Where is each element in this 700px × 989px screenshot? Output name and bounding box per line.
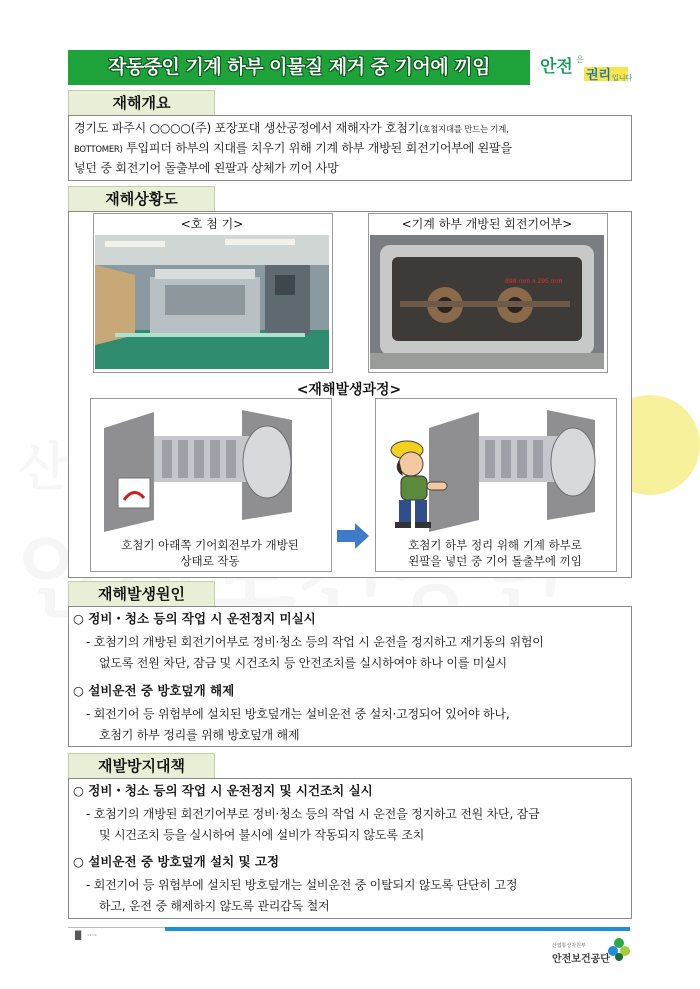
svg-text:권리: 권리 [586, 68, 612, 83]
prevention-1-title: ○ 정비・청소 등의 작업 시 운전정지 및 시건조치 실시 [73, 783, 373, 798]
cause-1-line2: 없도록 전원 차단, 잠금 및 시건조치 등 안전조치를 실시하여야 하나 이를 미실시 [99, 656, 507, 670]
step1-caption-line2: 상태로 작동 [180, 554, 240, 568]
photo-bottomer-label: <호 첨 기> [180, 217, 244, 231]
campaign-logo [538, 50, 632, 84]
cause-2-title: ○ 설비운전 중 방호덮개 해제 [73, 683, 235, 698]
step1-caption-line1: 호첨기 아래쪽 기어회전부가 개방된 [121, 538, 299, 552]
footer-org-logo [552, 936, 632, 968]
photo-gear-annotation: 898 mm x 295 mm [505, 278, 563, 285]
svg-text:입니다: 입니다 [612, 74, 632, 82]
org-name: 안전보건공단 [552, 954, 610, 965]
overview-line1: 경기도 파주시 ○○○○(주) 포장포대 생산공정에서 재해자가 호첨기(호첨지대를 만드는 기계, [74, 121, 509, 135]
step2-caption-line1: 호첨기 하부 정리 위해 기계 하부로 [408, 538, 582, 552]
section-heading-situation: 재해상황도 [68, 186, 215, 212]
prevention-2-line2: 하고, 운전 중 해제하지 않도록 관리감독 철저 [99, 899, 330, 913]
section-heading-causes: 재해발생원인 [68, 581, 215, 607]
step2-illustration [377, 400, 613, 536]
step1-illustration [92, 400, 328, 536]
cause-2-line2: 호첨기 하부 정리를 위해 방호덮개 해제 [99, 728, 300, 742]
photo-bottomer-image [95, 235, 329, 369]
page-marker: ▐▌ ···· [72, 931, 98, 940]
footer-divider-bar [165, 927, 630, 931]
photo-gear-image [370, 235, 604, 369]
step2-caption-line2: 왼팔을 넣던 중 기어 돌출부에 끼임 [408, 554, 582, 568]
section-heading-overview: 재해개요 [68, 90, 215, 116]
page-title: 작동중인 기계 하부 이물질 제거 중 기어에 끼임 [107, 56, 491, 78]
footer-divider-left [68, 927, 168, 928]
section-heading-prevention: 재발방지대책 [68, 753, 215, 779]
prevention-1-line1: - 호첨기의 개방된 회전기어부로 정비·청소 등의 작업 시 운전을 정지하고 전원 차단, 잠금 [86, 807, 540, 821]
prevention-2-title: ○ 설비운전 중 방호덮개 설치 및 고정 [73, 854, 280, 869]
cause-1-title: ○ 정비・청소 등의 작업 시 운전정지 미실시 [73, 611, 316, 626]
process-arrow-icon [337, 523, 369, 549]
cause-1-line1: - 호첨기의 개방된 회전기어부로 정비·청소 등의 작업 시 운전을 정지하고 재기동의 위험이 [86, 635, 544, 649]
cause-2-line1: - 회전기어 등 위험부에 설치된 방호덮개는 설비운전 중 설치·고정되어 있어야 하나, [86, 707, 510, 721]
prevention-1-line2: 및 시건조치 등을 실시하여 불시에 설비가 작동되지 않도록 조치 [99, 828, 425, 842]
prevention-2-line1: - 회전기어 등 위험부에 설치된 방호덮개는 설비운전 중 이탈되지 않도록 단단히 고정 [86, 878, 518, 892]
svg-text:은: 은 [576, 55, 584, 64]
overview-line3: 넣던 중 회전기어 돌출부에 왼팔과 상체가 끼어 사망 [74, 161, 339, 175]
process-title: <재해발생과정> [296, 382, 402, 398]
overview-line2: BOTTOMER) 투입피더 하부의 지대를 치우기 위해 기계 하부 개방된 회전기어부에 왼팔을 [74, 141, 512, 155]
photo-gear-label: <기계 하부 개방된 회전기어부> [401, 217, 573, 231]
svg-text:안전: 안전 [540, 57, 573, 77]
org-small-text: 산업통상자원부 [552, 943, 586, 949]
campaign-logo-graphic [538, 50, 632, 84]
